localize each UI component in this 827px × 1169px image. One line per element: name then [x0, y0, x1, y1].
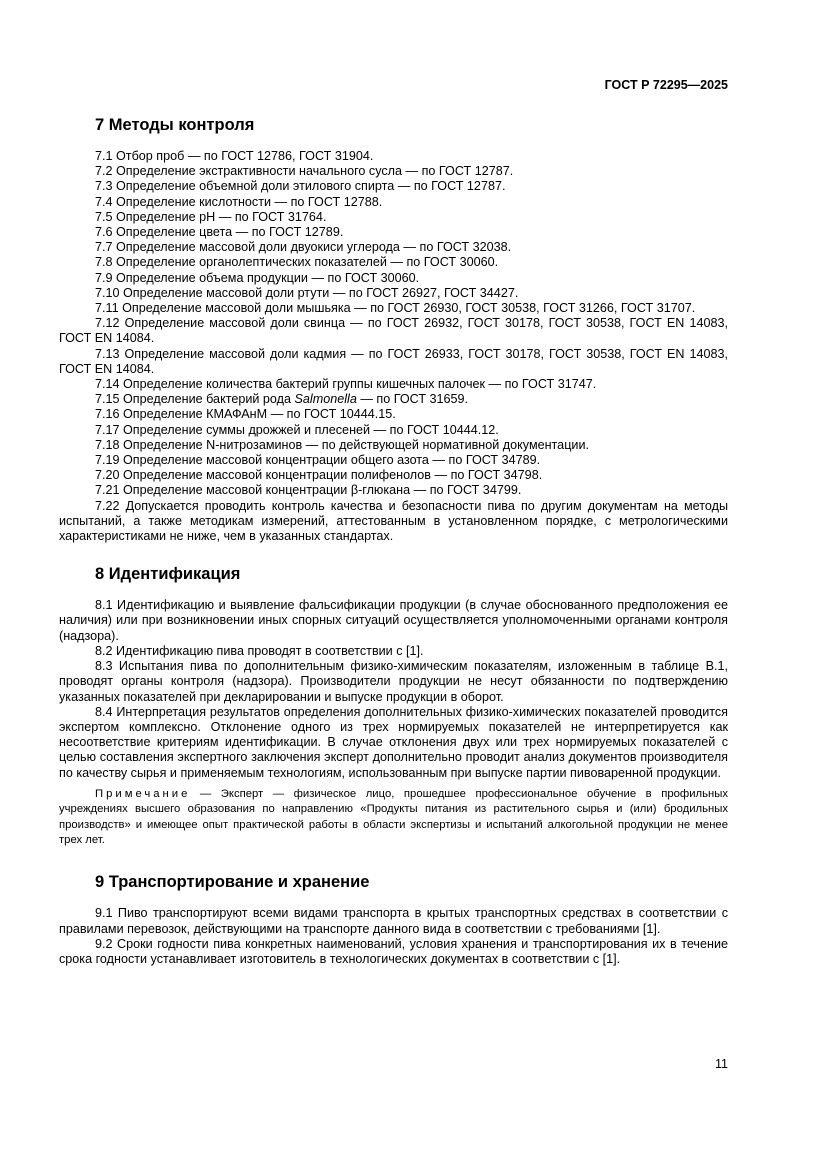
- clause-9-1: 9.1 Пиво транспортируют всеми видами транспорта в крытых транспортных средствах в соответствии с правилами перевозок, действующими на транспорте данного вида в соответствии с требованиями [1].: [59, 906, 728, 936]
- document-header: ГОСТ Р 72295—2025: [604, 78, 728, 92]
- page-content: [59, 115, 728, 967]
- clause-7-4: 7.4 Определение кислотности — по ГОСТ 12788.: [95, 194, 383, 209]
- clause-7-5: 7.5 Определение pH — по ГОСТ 31764.: [95, 209, 327, 224]
- clause-8-4: 8.4 Интерпретация результатов определения дополнительных физико-химических показателей проводится экспертом комплексно. Отклонение одного из трех нормируемых показателей не интерпретируется как несоответствие критериям идентификации. В случае отклонения двух или трех нормируемых показателей с целью составления экспертного заключения эксперт дополнительно проводит анализ документов производителя по качеству сырья и применяемым технологиям, использованным при выпуске партии пивоваренной продукции.: [59, 704, 728, 780]
- clause-8-3: 8.3 Испытания пива по дополнительным физико-химическим показателям, изложенным в таблице В.1, проводят органы контроля (надзора). Производители продукции не несут обязанности по подтверждению указанных показателей при декларировании и выпуске продукции в оборот.: [59, 659, 728, 704]
- clause-7-8: 7.8 Определение органолептических показателей — по ГОСТ 30060.: [95, 255, 499, 270]
- clause-7-21: 7.21 Определение массовой концентрации β-глюкана — по ГОСТ 34799.: [95, 483, 522, 498]
- clause-7-18: 7.18 Определение N-нитрозаминов — по действующей нормативной документации.: [95, 437, 589, 452]
- clause-7-16: 7.16 Определение КМАФАнМ — по ГОСТ 10444.15.: [95, 407, 396, 422]
- section-9-clauses: [59, 906, 728, 967]
- clause-7-1: 7.1 Отбор проб — по ГОСТ 12786, ГОСТ 31904.: [95, 149, 374, 163]
- clause-8-2: 8.2 Идентификацию пива проводят в соответствии с [1].: [95, 643, 424, 658]
- section-8-title: 8 Идентификация: [95, 565, 241, 584]
- clause-7-10: 7.10 Определение массовой доли ртути — по ГОСТ 26927, ГОСТ 34427.: [95, 285, 519, 300]
- clause-7-15-genus: Salmonella: [294, 392, 357, 407]
- clause-9-2: 9.2 Сроки годности пива конкретных наименований, условия хранения и транспортирования их в течение срока годности устанавливает изготовитель в технологических документах в соответствии с [1].: [59, 936, 728, 966]
- clause-7-11: 7.11 Определение массовой доли мышьяка — по ГОСТ 26930, ГОСТ 30538, ГОСТ 31266, ГОСТ 31707.: [95, 301, 696, 316]
- clause-7-14: 7.14 Определение количества бактерий группы кишечных палочек — по ГОСТ 31747.: [95, 377, 597, 392]
- section-7-clauses: [59, 149, 728, 544]
- clause-7-9: 7.9 Определение объема продукции — по ГОСТ 30060.: [95, 270, 420, 285]
- clause-7-22: 7.22 Допускается проводить контроль качества и безопасности пива по другим документам на методы испытаний, а также методикам измерений, аттестованным в установленном порядке, с метрологическими характеристиками не ниже, чем в указанных стандартах.: [59, 498, 728, 544]
- section-8-clauses: [59, 598, 728, 848]
- clause-7-6: 7.6 Определение цвета — по ГОСТ 12789.: [95, 225, 344, 240]
- clause-7-20: 7.20 Определение массовой концентрации полифенолов — по ГОСТ 34798.: [95, 468, 543, 483]
- clause-7-13: 7.13 Определение массовой доли кадмия — по ГОСТ 26933, ГОСТ 30178, ГОСТ 30538, ГОСТ EN 14083, ГОСТ EN 14084.: [59, 346, 728, 376]
- clause-7-3: 7.3 Определение объемной доли этилового спирта — по ГОСТ 12787.: [95, 179, 506, 194]
- page-number: 11: [715, 1057, 728, 1071]
- clause-7-19: 7.19 Определение массовой концентрации общего азота — по ГОСТ 34789.: [95, 453, 541, 468]
- section-8-note: [59, 787, 728, 849]
- clause-7-15-ref: — по ГОСТ 31659.: [356, 392, 469, 407]
- note-label: Примечание: [95, 787, 191, 800]
- clause-7-17: 7.17 Определение суммы дрожжей и плесеней — по ГОСТ 10444.12.: [95, 422, 499, 437]
- clause-7-7: 7.7 Определение массовой доли двуокиси углерода — по ГОСТ 32038.: [95, 240, 512, 255]
- note-text: — Эксперт — физическое лицо, прошедшее профессиональное обучение в профильных учреждениях высшего образования по направлению «Продукты питания из растительного сырья и (или) бродильных производств» и имеющее опыт практической работы в области экспертизы и испытаний алкогольной продукции не менее трех лет.: [59, 787, 728, 846]
- section-9-title: 9 Транспортирование и хранение: [95, 873, 370, 892]
- section-7-title: 7 Методы контроля: [95, 116, 255, 134]
- clause-7-15: [59, 392, 728, 407]
- clause-7-12: 7.12 Определение массовой доли свинца — по ГОСТ 26932, ГОСТ 30178, ГОСТ 30538, ГОСТ EN 14083, ГОСТ EN 14084.: [59, 316, 728, 346]
- clause-8-1: 8.1 Идентификацию и выявление фальсификации продукции (в случае обоснованного предположения ее наличия) или при возникновении иных спорных ситуаций осуществляется уполномоченными органами контроля (надзора).: [59, 598, 728, 643]
- clause-7-15-text: 7.15 Определение бактерий рода: [95, 392, 295, 407]
- clause-7-2: 7.2 Определение экстрактивности начального сусла — по ГОСТ 12787.: [95, 164, 514, 179]
